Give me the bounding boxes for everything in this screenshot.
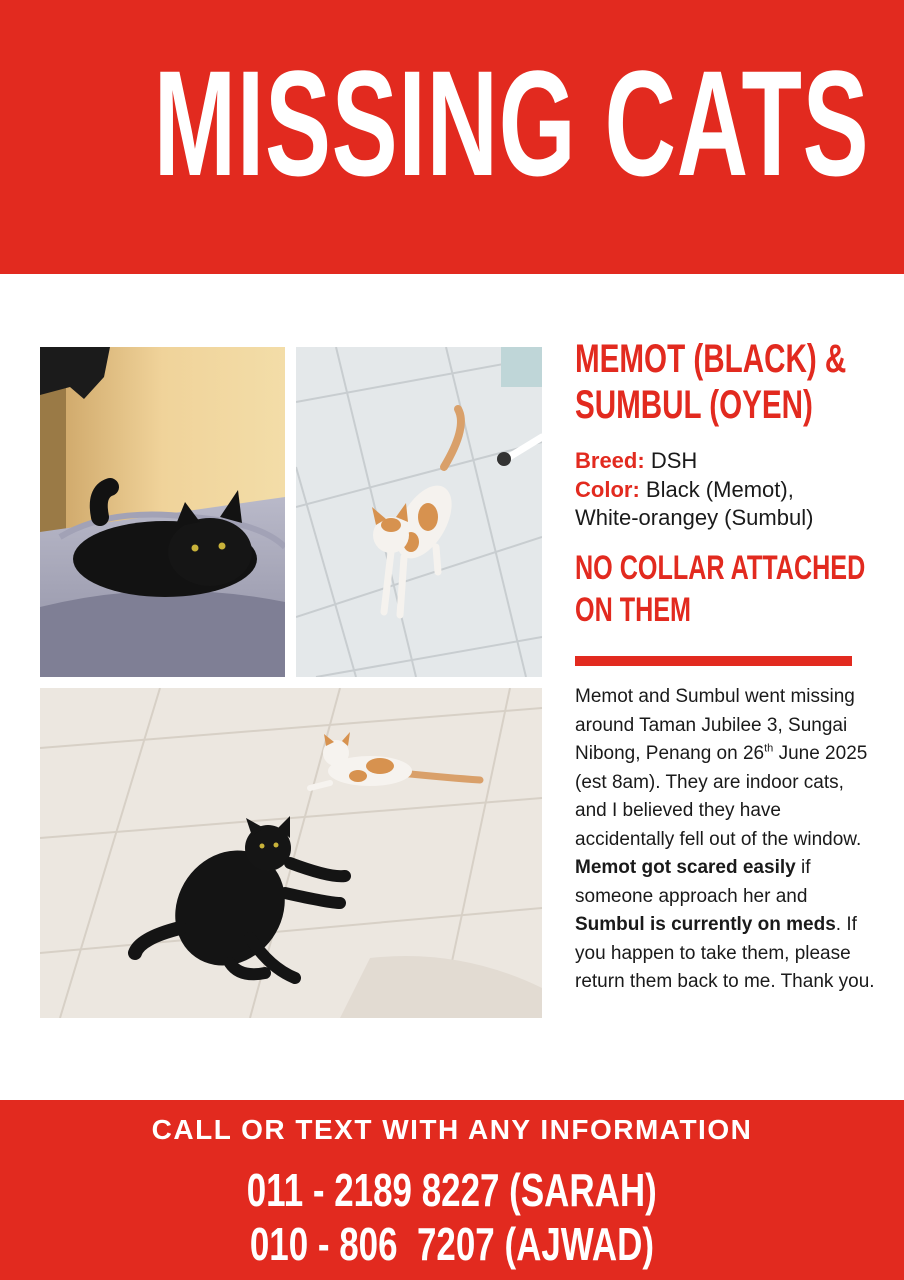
story-text bbox=[575, 683, 875, 997]
phone-sarah-text: 011 - 2189 8227 (SARAH) bbox=[246, 1164, 658, 1216]
story-bold1: Memot got scared easily bbox=[575, 857, 796, 878]
breed-value: DSH bbox=[650, 448, 698, 473]
story-part1: Memot and Sumbul went missing around Taman Jubilee 3, Sungai Nibong, Penang on 26 bbox=[575, 686, 855, 764]
story-part4: . If you happen to take them, please return them back to me. Thank you. bbox=[575, 914, 875, 992]
photo-orange-kitten bbox=[296, 347, 542, 677]
collar-line1: NO COLLAR ATTACHED bbox=[575, 549, 866, 587]
call-to-action: CALL OR TEXT WITH ANY INFORMATION bbox=[151, 1114, 753, 1145]
photo-black-cat-cushion bbox=[40, 347, 285, 677]
story-sup: th bbox=[764, 742, 774, 755]
breed-line bbox=[575, 447, 875, 476]
photo-both-cats bbox=[40, 688, 542, 1018]
collar-notice bbox=[575, 547, 904, 631]
cat-names-line2: SUMBUL (OYEN) bbox=[575, 383, 813, 427]
cat-names-line1: MEMOT (BLACK) & bbox=[575, 337, 847, 381]
story-part3: if someone approach her and bbox=[575, 857, 811, 907]
color-value-2: White-orangey (Sumbul) bbox=[575, 505, 814, 530]
color-value-1: Black (Memot), bbox=[645, 476, 794, 502]
color-line bbox=[575, 476, 875, 505]
cat-names-heading bbox=[575, 336, 904, 428]
phone-ajwad bbox=[0, 1218, 904, 1270]
cat-info bbox=[575, 447, 875, 533]
story-bold2: Sumbul is currently on meds bbox=[575, 914, 836, 935]
phone-ajwad-text: 010 - 806 7207 (AJWAD) bbox=[249, 1218, 655, 1270]
phone-sarah bbox=[0, 1164, 904, 1216]
divider bbox=[575, 656, 852, 666]
color-label: Color: bbox=[575, 476, 640, 502]
story-part2: June 2025 (est 8am). They are indoor cats, and I believed they have accidentally fell out of the window. bbox=[575, 743, 868, 850]
page-title: MISSING CATS bbox=[153, 39, 870, 207]
collar-line2: ON THEM bbox=[575, 591, 692, 629]
breed-label: Breed: bbox=[575, 448, 645, 473]
